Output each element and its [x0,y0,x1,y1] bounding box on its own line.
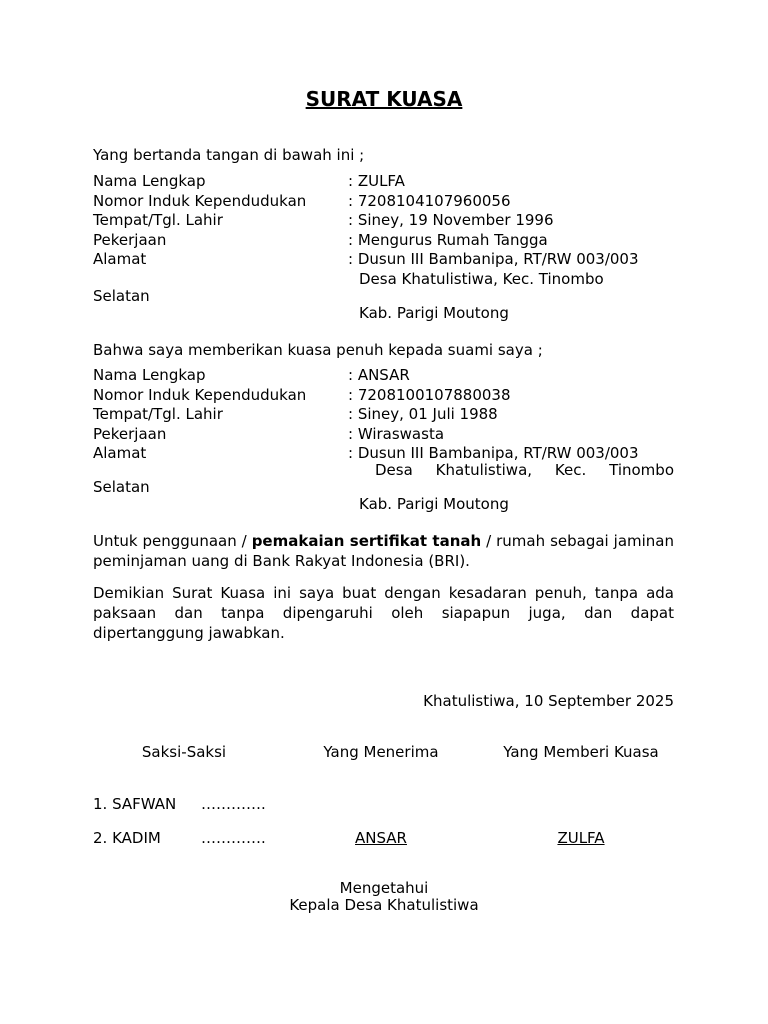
purpose-text-before: Untuk penggunaan / [93,532,252,550]
grantee-job-value: : Wiraswasta [348,424,445,443]
grantor-job-label: Pekerjaan [93,230,167,249]
grantee-name-value: : ANSAR [348,366,410,384]
grantee-job-label: Pekerjaan [93,424,167,443]
document-title: SURAT KUASA [305,87,463,111]
purpose-text-bold: pemakaian sertifikat tanah [251,532,482,550]
grantor-address-wrap: Selatan [93,287,150,305]
grantee-address-label: Alamat [93,444,147,462]
grantor-birth-label: Tempat/Tgl. Lahir [93,211,223,229]
grantee-nik-value: : 7208100107880038 [348,385,511,404]
grantor-job-value: : Mengurus Rumah Tangga [348,230,548,249]
grantor-birth-value: : Siney, 19 November 1996 [348,211,554,229]
place-date: Khatulistiwa, 10 September 2025 [423,692,674,710]
grantor-address-line2: Desa Khatulistiwa, Kec. Tinombo [359,269,604,288]
purpose-paragraph [93,531,674,571]
grantor-address-line3: Kab. Parigi Moutong [359,304,509,322]
grantee-birth-label: Tempat/Tgl. Lahir [93,405,223,423]
acknowledge-line2: Kepala Desa Khatulistiwa [289,896,479,914]
witness-2-signature-line: …………. [201,829,266,847]
grantor-nik-label: Nomor Induk Kependudukan [93,191,307,210]
grantee-nik-label: Nomor Induk Kependudukan [93,385,307,404]
purpose-text-after: / rumah sebagai jaminan peminjaman uang di Bank Rakyat Indonesia (BRI). [93,532,675,570]
intro-text: Yang bertanda tangan di bawah ini ; [93,146,365,164]
witness-header: Saksi-Saksi [141,743,227,761]
acknowledge-line1: Mengetahui [339,879,429,897]
grantee-birth-value: : Siney, 01 Juli 1988 [348,405,498,423]
grantor-nik-value: : 7208104107960056 [348,191,511,210]
giver-header: Yang Memberi Kuasa [503,743,659,761]
grantor-address-value: : Dusun III Bambanipa, RT/RW 003/003 [348,250,639,268]
witness-1-signature-line: …………. [201,795,266,813]
receiver-name [321,829,441,849]
receiver-header: Yang Menerima [323,743,439,761]
grantee-address-wrap: Selatan [93,478,150,496]
witness-2-name: 2. KADIM [93,829,161,847]
grantee-name-label: Nama Lengkap [93,366,206,384]
closing-paragraph: Demikian Surat Kuasa ini saya buat dengan kesadaran penuh, tanpa ada paksaan dan tanpa dipengaruhi oleh siapapun juga, dan dapat dipertanggung jawabkan. [93,584,674,642]
grantor-name-label: Nama Lengkap [93,172,206,190]
grantee-address-value: : Dusun III Bambanipa, RT/RW 003/003 [348,444,639,462]
receiver-name-text: ANSAR [355,829,407,847]
giver-name-text: ZULFA [557,829,605,847]
giver-name [521,829,641,849]
grantee-address-line3: Kab. Parigi Moutong [359,495,509,513]
grantor-name-value: : ZULFA [348,172,405,190]
grantee-address-line2: Desa Khatulistiwa, Kec. Tinombo [375,461,674,479]
statement-text: Bahwa saya memberikan kuasa penuh kepada suami saya ; [93,341,543,359]
witness-1-name: 1. SAFWAN [93,795,177,813]
grantor-address-label: Alamat [93,250,147,268]
